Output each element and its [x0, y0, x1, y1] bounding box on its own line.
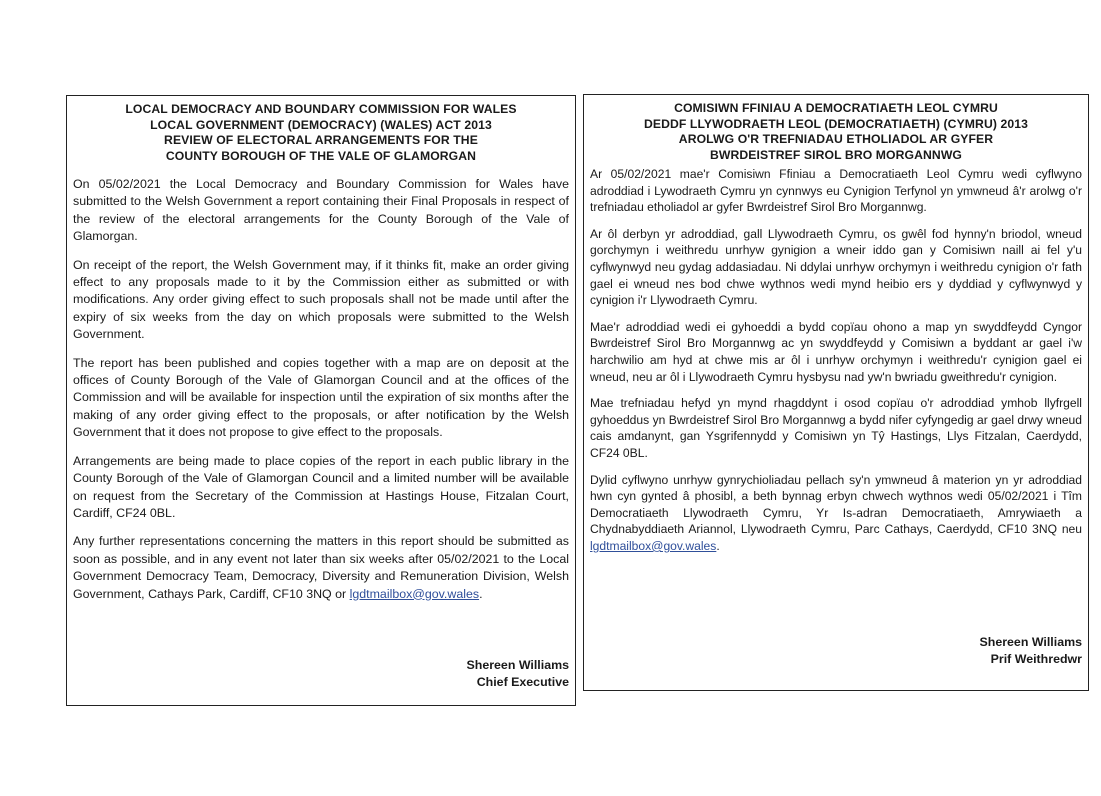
heading-line: REVIEW OF ELECTORAL ARRANGEMENTS FOR THE: [164, 133, 478, 147]
notice-paragraph: The report has been published and copies together with a map are on deposit at the offices of County Borough of the Vale of Glamorgan Council and at the offices of the Commission and will be available for inspection until the expiration of six months after the making of any order giving effect to the proposals, or after notification by the Welsh Government that it does not propose to give effect to the proposals.: [73, 355, 569, 440]
representations-paragraph: [590, 472, 1082, 555]
heading-line: COMISIWN FFINIAU A DEMOCRATIAETH LEOL CYMRU: [674, 101, 998, 115]
signatory-title: Prif Weithredwr: [990, 652, 1082, 666]
heading-line: DEDDF LLYWODRAETH LEOL (DEMOCRATIAETH) (CYMRU) 2013: [643, 116, 1029, 131]
notice-paragraph: Mae'r adroddiad wedi ei gyhoeddi a bydd copïau ohono a map yn swyddfeydd Cyngor Bwrdeistref Sirol Bro Morgannwg ac yn swyddfeydd y Comisiwn a byddant ar gael i'w harchwilio am hyd at chwe mis ar ôl i unrhyw orchymyn i weithredu'r cynigion gael ei wneud, neu ar ôl i Llywodraeth Cymru hysbysu nad yw'n bwriadu gweithredu'r cynigion.: [590, 319, 1082, 384]
signatory-name: Shereen Williams: [466, 658, 569, 672]
email-link[interactable]: lgdtmailbox@gov.wales: [349, 586, 480, 601]
notice-paragraph: Ar 05/02/2021 mae'r Comisiwn Ffiniau a Democratiaeth Leol Cymru wedi cyflwyno adroddiad i Lywodraeth Cymru yn cynnwys eu Cynigion Terfynol yn ymwneud â'r arolwg o'r trefniadau etholiadol ar gyfer Bwrdeistref Sirol Bro Morgannwg.: [590, 167, 1082, 215]
heading-line: COUNTY BOROUGH OF THE VALE OF GLAMORGAN: [165, 148, 477, 163]
notice-paragraph: Arrangements are being made to place copies of the report in each public library in the County Borough of the Vale of Glamorgan Council and a limited number will be available on request from the Secretary of the Commission at Hastings House, Fitzalan Court, Cardiff, CF24 0BL.: [73, 453, 569, 520]
heading-line: AROLWG O'R TREFNIADAU ETHOLIADOL AR GYFER: [678, 132, 994, 146]
notice-paragraph: Ar ôl derbyn yr adroddiad, gall Llywodraeth Cymru, os gwêl fod hynny'n briodol, wneud gorchymyn i weithredu unrhyw gynigion a wneir iddo gan y Comisiwn naill ai fel y'u cyflwynwyd neu gydag addasiadau. Ni ddylai unrhyw orchymyn i weithredu cynigion o'r fath gael ei wneud nes bod chwe wythnos wedi mynd heibio ers y dyddiad y cyflwynwyd y cynigion i'r Llywodraeth Cymru.: [590, 226, 1082, 308]
representations-paragraph: [73, 533, 569, 603]
signatory-title: Chief Executive: [476, 675, 569, 689]
english-notice: [66, 95, 576, 706]
representations-text: Dylid cyflwyno unrhyw gynrychioliadau pellach sy'n ymwneud â materion yn yr adroddiad hwn cyn gynted â phosibl, a beth bynnag erbyn chwech wythnos wedi 05/02/2021 i Tîm Democratiaeth Llywodraeth Cymru, Yr Is-adran Democratiaeth, Amrywiaeth a Chydnabyddiaeth Ariannol, Llywodraeth Cymru, Parc Cathays, Caerdydd, CF10 3NQ neu: [590, 472, 1082, 537]
heading-line: BWRDEISTREF SIROL BRO MORGANNWG: [709, 147, 963, 162]
heading-line: LOCAL GOVERNMENT (DEMOCRACY) (WALES) ACT 2013: [150, 117, 492, 132]
signature-block: [467, 657, 570, 691]
heading-line: LOCAL DEMOCRACY AND BOUNDARY COMMISSION FOR WALES: [125, 102, 517, 116]
email-link[interactable]: lgdtmailbox@gov.wales: [590, 538, 717, 553]
welsh-notice-heading: [590, 101, 1082, 163]
email-suffix: .: [716, 538, 720, 553]
email-suffix: .: [479, 586, 483, 601]
notice-paragraph: On receipt of the report, the Welsh Government may, if it thinks fit, make an order giving effect to any proposals made to it by the Commission either as submitted or with modifications. Any order giving effect to such proposals shall not be made until after the expiry of six weeks from the day on which proposals were submitted to the Welsh Government.: [73, 257, 569, 342]
english-notice-heading: [73, 102, 569, 164]
notice-paragraph: Mae trefniadau hefyd yn mynd rhagddynt i osod copïau o'r adroddiad ymhob llyfrgell gyhoeddus yn Bwrdeistref Sirol Bro Morgannwg a bydd nifer cyfyngedig ar gael drwy wneud cais amdanynt, gan Ysgrifennydd y Comisiwn yn Tŷ Hastings, Llys Fitzalan, Caerdydd, CF24 0BL.: [590, 396, 1082, 460]
representations-text: Any further representations concerning the matters in this report should be submitted as soon as possible, and in any event not later than six weeks after 05/02/2021 to the Local Government Democracy Team, Democracy, Diversity and Remuneration Division, Welsh Government, Cathays Park, Cardiff, CF10 3NQ or: [73, 534, 569, 601]
notice-paragraph: On 05/02/2021 the Local Democracy and Boundary Commission for Wales have submitted to the Welsh Government a report containing their Final Proposals in respect of the review of the electoral arrangements for the County Borough of the Vale of Glamorgan.: [73, 177, 569, 244]
welsh-notice: [583, 94, 1089, 691]
signature-block: [980, 634, 1083, 668]
signatory-name: Shereen Williams: [979, 635, 1082, 649]
